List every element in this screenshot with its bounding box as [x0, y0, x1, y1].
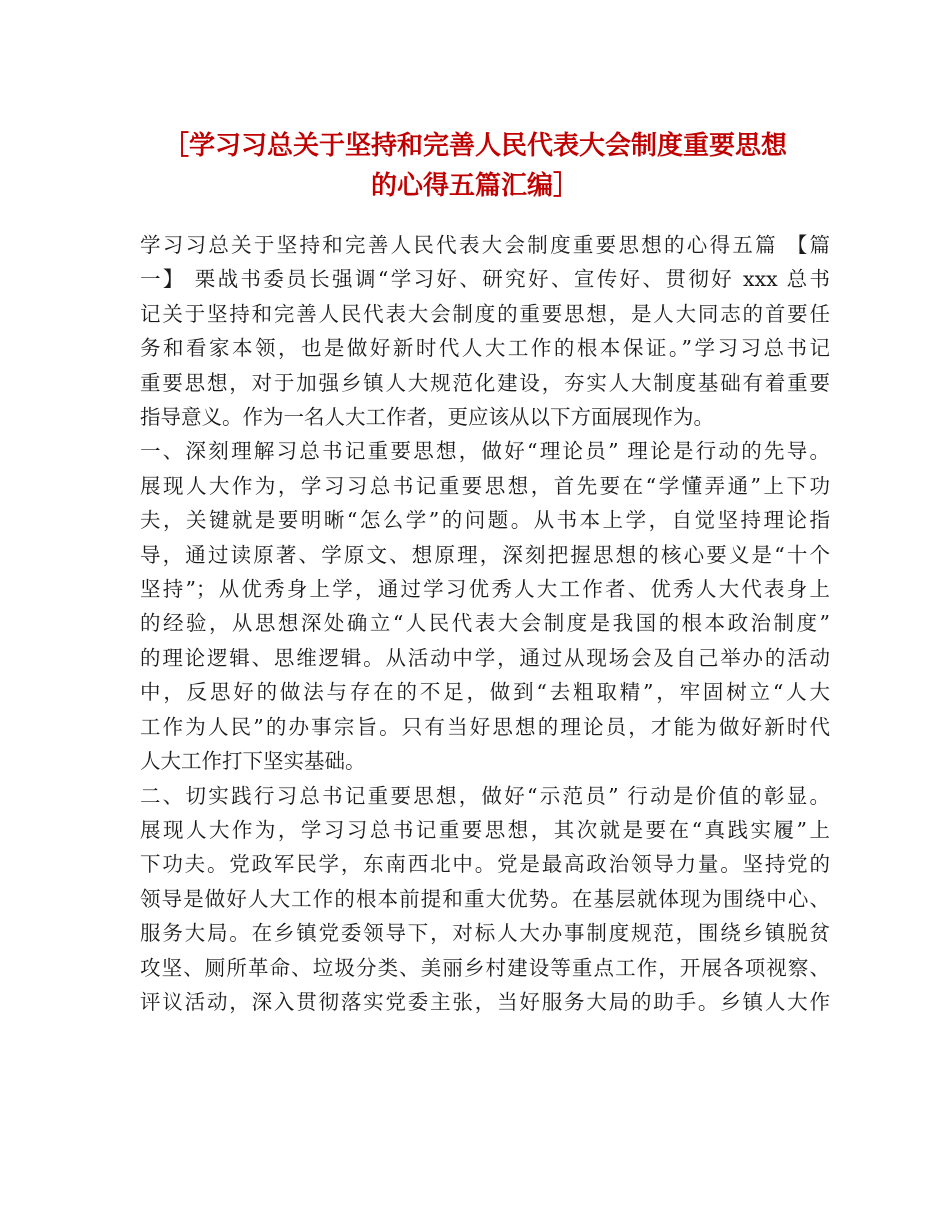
body-line: 攻坚、厕所革命、垃圾分类、美丽乡村建设等重点工作，开展各项视察、: [140, 955, 830, 980]
body-line: 夫，关键就是要明晰“怎么学”的问题。从书本上学，自觉坚持理论指: [140, 508, 830, 533]
title-line-1: ［学习习总关于坚持和完善人民代表大会制度重要思想: [162, 131, 787, 161]
body-line: 人大工作打下坚实基础。: [140, 749, 366, 774]
body-line: 记关于坚持和完善人民代表大会制度的重要思想，是人大同志的首要任: [140, 301, 830, 326]
body-line: 一、深刻理解习总书记重要思想，做好“理论员” 理论是行动的先导。: [140, 439, 830, 464]
body-line: 一】 栗战书委员长强调“学习好、研究好、宣传好、贯彻好 xxx 总书: [140, 267, 830, 292]
body-line: 领导是做好人大工作的根本前提和重大优势。在基层就体现为围绕中心、: [140, 886, 830, 911]
body-line: 展现人大作为，学习习总书记重要思想，首先要在“学懂弄通”上下功: [140, 473, 830, 498]
body-line: 务和看家本领，也是做好新时代人大工作的根本保证。”学习习总书记: [140, 336, 830, 361]
body-line: 的理论逻辑、思维逻辑。从活动中学，通过从现场会及自己举办的活动: [140, 645, 830, 670]
title-line-2: 的心得五篇汇编］: [370, 171, 579, 201]
body-line: 二、切实践行习总书记重要思想，做好“示范员” 行动是价值的彰显。: [140, 783, 830, 808]
body-line: 服务大局。在乡镇党委领导下，对标人大办事制度规范，围绕乡镇脱贫: [140, 921, 830, 946]
body-line: 坚持”；从优秀身上学，通过学习优秀人大工作者、优秀人大代表身上: [140, 577, 830, 602]
body-line: 的经验，从思想深处确立“人民代表大会制度是我国的根本政治制度”: [140, 611, 830, 636]
body-line: 指导意义。作为一名人大工作者，更应该从以下方面展现作为。: [140, 405, 714, 430]
body-line: 评议活动，深入贯彻落实党委主张，当好服务大局的助手。乡镇人大作: [140, 989, 830, 1014]
body-line: 工作为人民”的办事宗旨。只有当好思想的理论员，才能为做好新时代: [140, 714, 830, 739]
body-line: 学习习总关于坚持和完善人民代表大会制度重要思想的心得五篇 【篇: [140, 233, 830, 257]
body-line: 中，反思好的做法与存在的不足，做到“去粗取精”，牢固树立“人大: [140, 680, 830, 705]
body-line: 导，通过读原著、学原文、想原理，深刻把握思想的核心要义是“十个: [140, 542, 830, 567]
document-body: [140, 228, 830, 1019]
body-line: 下功夫。党政军民学，东南西北中。党是最高政治领导力量。坚持党的: [140, 852, 830, 877]
document-title: [100, 126, 850, 206]
body-line: 展现人大作为，学习习总书记重要思想，其次就是要在“真践实履”上: [140, 817, 830, 842]
body-line: 重要思想，对于加强乡镇人大规范化建设，夯实人大制度基础有着重要: [140, 370, 830, 395]
